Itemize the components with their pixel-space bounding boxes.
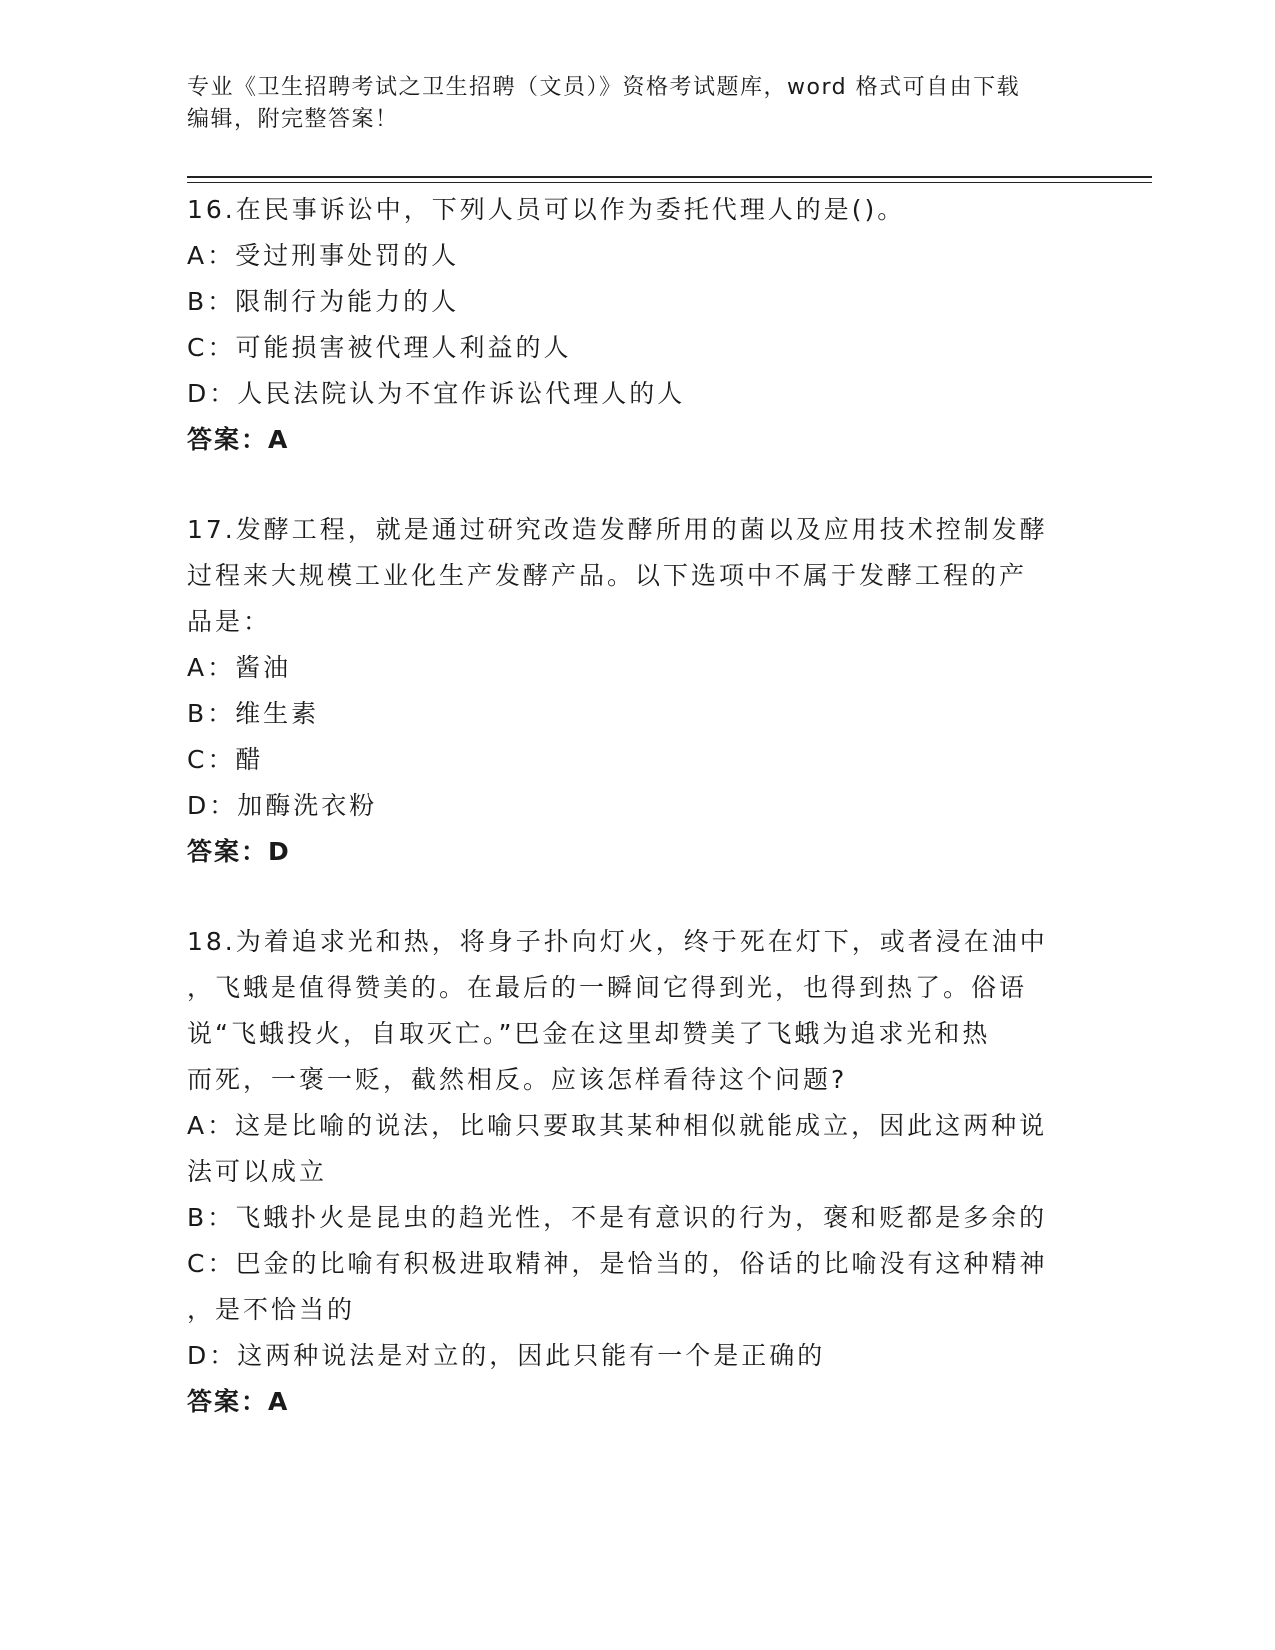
option-b: B：维生素 (187, 699, 320, 728)
option-d: D：加酶洗衣粉 (187, 791, 378, 820)
question-17 (187, 507, 1087, 875)
option-c: C：醋 (187, 745, 264, 774)
option-a: A：这是比喻的说法，比喻只要取其某种相似就能成立，因此这两种说 (187, 1111, 1048, 1140)
answer-label: 答案：A (187, 1387, 290, 1416)
option-a: A：受过刑事处罚的人 (187, 241, 460, 270)
answer-label: 答案：A (187, 425, 290, 454)
answer-label: 答案：D (187, 837, 291, 866)
option-a-continued: 法可以成立 (187, 1157, 328, 1186)
question-stem-line: 而死，一褒一贬，截然相反。应该怎样看待这个问题? (187, 1065, 848, 1094)
question-stem-line: 说“飞蛾投火，自取灭亡。”巴金在这里却赞美了飞蛾为追求光和热 (187, 1019, 991, 1048)
header-line-1: 专业《卫生招聘考试之卫生招聘（文员）》资格考试题库，word 格式可自由下载 (187, 75, 1021, 100)
option-a: A：酱油 (187, 653, 292, 682)
question-stem-line: ，飞蛾是值得赞美的。在最后的一瞬间它得到光，也得到热了。俗语 (187, 973, 1028, 1002)
option-c: C：巴金的比喻有积极进取精神，是恰当的，俗话的比喻没有这种精神 (187, 1249, 1048, 1278)
question-stem-line: 品是： (187, 607, 272, 636)
question-16 (187, 187, 1087, 463)
option-c-continued: ，是不恰当的 (187, 1295, 356, 1324)
question-stem-line: 17.发酵工程，就是通过研究改造发酵所用的菌以及应用技术控制发酵 (187, 515, 1048, 544)
option-b: B：限制行为能力的人 (187, 287, 460, 316)
document-header (187, 72, 1087, 136)
header-line-2: 编辑，附完整答案！ (187, 107, 399, 132)
header-divider-thin (187, 182, 1152, 183)
question-stem-line: 18.为着追求光和热，将身子扑向灯火，终于死在灯下，或者浸在油中 (187, 927, 1048, 956)
question-18 (187, 919, 1087, 1425)
option-d: D：这两种说法是对立的，因此只能有一个是正确的 (187, 1341, 826, 1370)
question-stem-line: 16.在民事诉讼中，下列人员可以作为委托代理人的是()。 (187, 195, 906, 224)
option-b: B：飞蛾扑火是昆虫的趋光性，不是有意识的行为，褒和贬都是多余的 (187, 1203, 1048, 1232)
option-c: C：可能损害被代理人利益的人 (187, 333, 572, 362)
question-list (187, 187, 1087, 1469)
header-divider-thick (187, 176, 1152, 178)
option-d: D：人民法院认为不宜作诉讼代理人的人 (187, 379, 686, 408)
question-stem-line: 过程来大规模工业化生产发酵产品。以下选项中不属于发酵工程的产 (187, 561, 1028, 590)
